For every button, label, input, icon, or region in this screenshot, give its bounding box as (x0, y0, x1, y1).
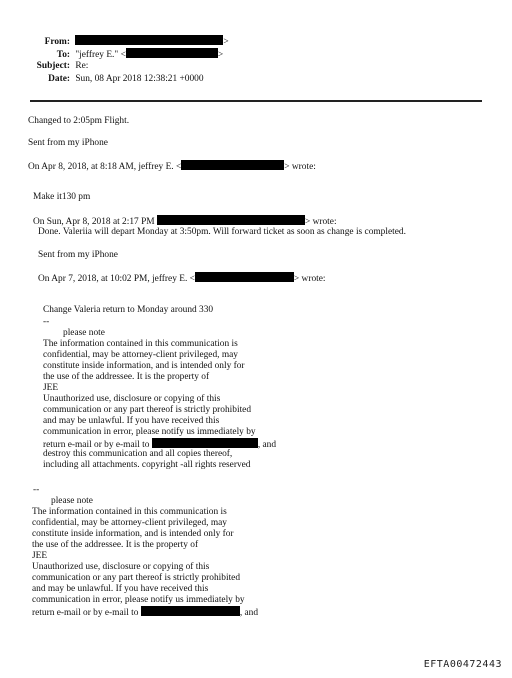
notice-line: The information contained in this communication is (32, 507, 227, 517)
quote-header-3: On Apr 7, 2018, at 10:02 PM, jeffrey E. < > wrote: (38, 274, 326, 284)
notice-line: and may be unlawful. If you have received this (43, 416, 220, 426)
redacted-from (75, 35, 223, 45)
notice-line: The information contained in this communication is (43, 339, 238, 349)
notice-end-line: destroy this communication and all copies thereof, (43, 449, 233, 459)
from-label: From: (44, 37, 70, 47)
notice-line: the use of the addressee. It is the property of (43, 372, 210, 382)
notice-title-1: please note (63, 328, 105, 338)
notice-line: communication or any part thereof is strictly prohibited (32, 573, 241, 583)
redacted-email-1 (181, 160, 284, 170)
date-value: Sun, 08 Apr 2018 12:38:21 +0000 (75, 74, 204, 84)
notice-line: JEE (32, 551, 48, 561)
notice-line: and may be unlawful. If you have received this (32, 584, 209, 594)
message-change-valeria: Change Valeria return to Monday around 330 (43, 305, 214, 315)
notice-email-line-1: return e-mail or by e-mail to , and (43, 440, 277, 450)
message-make-it: Make it130 pm (33, 192, 91, 202)
subject-label: Subject: (36, 61, 70, 71)
notice-line: confidential, may be attorney-client privileged, may (43, 350, 238, 360)
message-changed: Changed to 2:05pm Flight. (28, 116, 130, 126)
subject-row (20, 61, 88, 72)
quote-header-1: On Apr 8, 2018, at 8:18 AM, jeffrey E. < > wrote: (28, 162, 316, 172)
date-row (20, 74, 204, 85)
header-divider (30, 100, 482, 102)
notice-line: Unauthorized use, disclosure or copying of this (43, 394, 221, 404)
signature-sent-1: Sent from my iPhone (28, 138, 108, 148)
notice-email-line-2: return e-mail or by e-mail to , and (32, 608, 259, 618)
document-id: EFTA00472443 (423, 659, 502, 670)
signature-sent-2: Sent from my iPhone (38, 250, 118, 260)
to-value: "jeffrey E." < (75, 50, 126, 60)
notice-line: JEE (43, 383, 59, 393)
redacted-email-4 (152, 438, 258, 448)
notice-line: confidential, may be attorney-client privileged, may (32, 518, 227, 528)
notice-line: communication or any part thereof is strictly prohibited (43, 405, 252, 415)
notice-line: constitute inside information, and is intended only for (32, 529, 234, 539)
notice-line: constitute inside information, and is intended only for (43, 361, 245, 371)
signature-dashes-2: -- (33, 485, 40, 495)
redacted-email-3 (195, 272, 294, 282)
notice-title-2: please note (51, 496, 93, 506)
redacted-email-5 (141, 606, 240, 616)
quote-header-2: On Sun, Apr 8, 2018 at 2:17 PM > wrote: (33, 217, 337, 227)
notice-line: the use of the addressee. It is the property of (32, 540, 199, 550)
redacted-to (126, 48, 218, 58)
signature-dashes-1: -- (43, 317, 50, 327)
notice-line: Unauthorized use, disclosure or copying of this (32, 562, 210, 572)
notice-end-line: including all attachments. copyright -all rights reserved (43, 460, 251, 470)
redacted-email-2 (157, 215, 305, 225)
notice-line: communication in error, please notify us immediately by (43, 427, 256, 437)
notice-line: communication in error, please notify us immediately by (32, 595, 245, 605)
to-row: To: "jeffrey E." < > (20, 48, 223, 61)
to-label: To: (56, 50, 70, 60)
from-row: From: > (20, 35, 229, 48)
message-done: Done. Valeriia will depart Monday at 3:50pm. Will forward ticket as soon as change is completed. (38, 227, 406, 237)
subject-value: Re: (75, 61, 89, 71)
date-label: Date: (48, 74, 70, 84)
